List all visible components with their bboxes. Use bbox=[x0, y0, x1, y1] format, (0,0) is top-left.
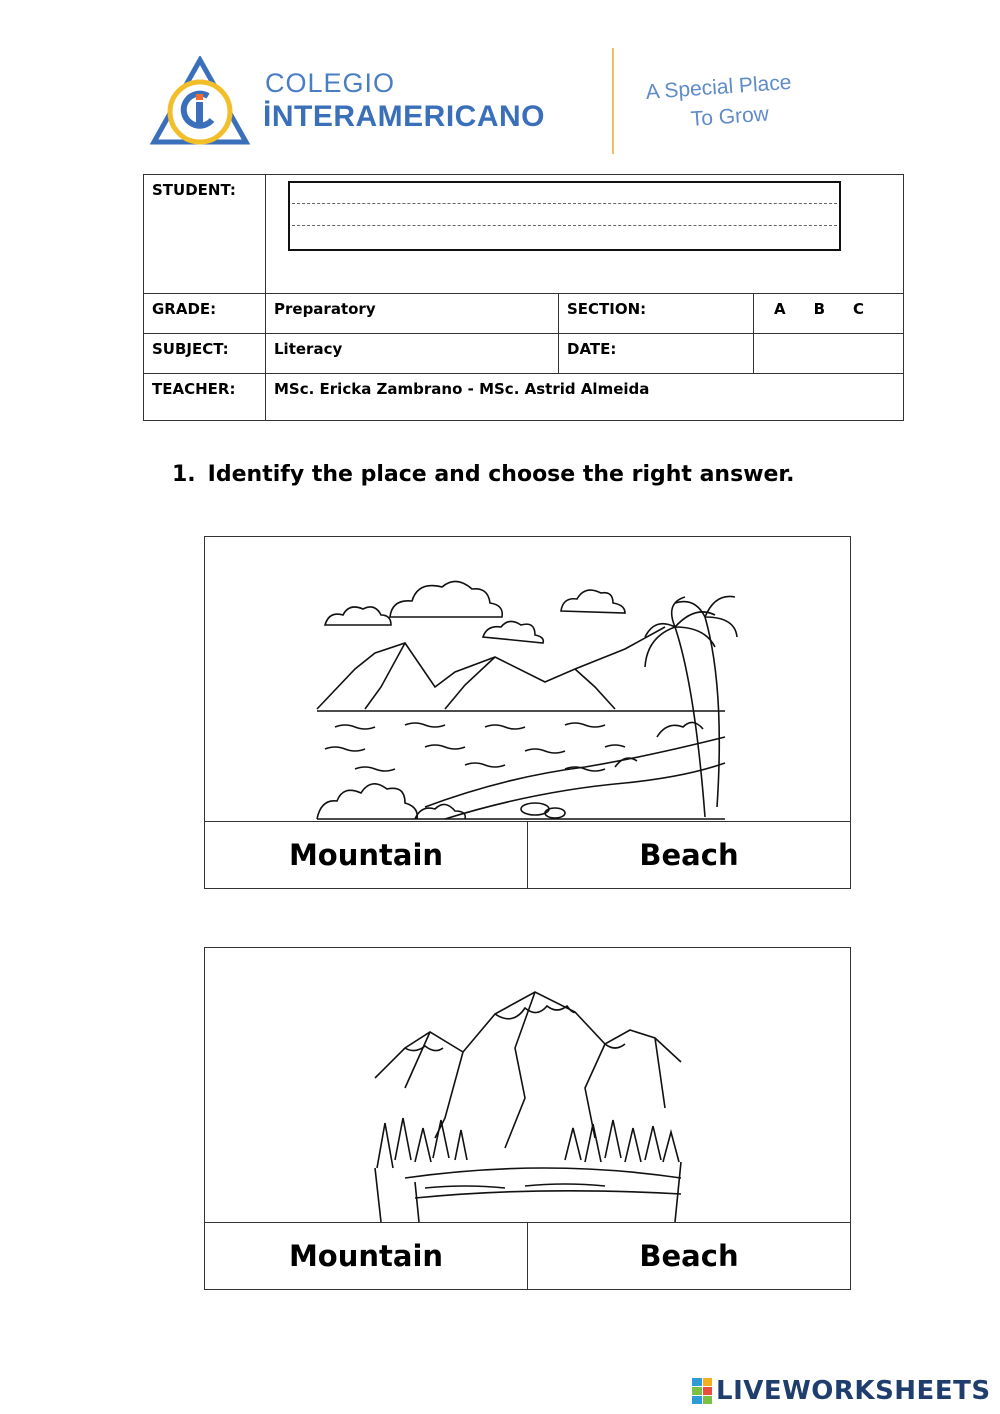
liveworksheets-text: LIVEWORKSHEETS bbox=[716, 1376, 991, 1406]
option-mountain-2[interactable]: Mountain bbox=[288, 1239, 444, 1273]
section-label: SECTION: bbox=[559, 294, 754, 334]
option-beach-1[interactable]: Beach bbox=[527, 822, 850, 888]
tagline-line1: A Special Place bbox=[645, 70, 793, 104]
grade-label: GRADE: bbox=[144, 294, 266, 334]
date-label: DATE: bbox=[559, 334, 754, 374]
answer-options-1 bbox=[205, 822, 850, 888]
mountain-coloring-picture bbox=[205, 948, 850, 1223]
section-option-c[interactable]: C bbox=[853, 300, 865, 318]
question-card-1 bbox=[204, 536, 851, 889]
option-beach-2[interactable]: Beach bbox=[527, 1223, 850, 1289]
student-name-input[interactable] bbox=[288, 181, 841, 251]
logo-divider bbox=[612, 48, 614, 154]
liveworksheets-mark-icon bbox=[692, 1378, 712, 1404]
section-options bbox=[754, 294, 904, 334]
teacher-label: TEACHER: bbox=[144, 374, 266, 421]
grade-value: Preparatory bbox=[266, 294, 559, 334]
option-mountain-1[interactable]: Mountain bbox=[288, 838, 444, 872]
student-info-table bbox=[143, 174, 904, 421]
section-option-a[interactable]: A bbox=[774, 300, 786, 318]
logo-text-colegio: COLEGIO bbox=[265, 68, 396, 98]
student-label: STUDENT: bbox=[144, 175, 266, 294]
teacher-value: MSc. Ericka Zambrano - MSc. Astrid Almeida bbox=[266, 374, 904, 421]
answer-options-2 bbox=[205, 1223, 850, 1289]
school-header bbox=[150, 48, 850, 158]
question-text: Identify the place and choose the right answer. bbox=[207, 462, 795, 487]
question-card-2 bbox=[204, 947, 851, 1290]
guide-line bbox=[292, 203, 837, 204]
question-heading bbox=[172, 462, 795, 487]
student-name-cell bbox=[266, 175, 904, 294]
subject-value: Literacy bbox=[266, 334, 559, 374]
question-number: 1. bbox=[172, 462, 196, 487]
date-field[interactable] bbox=[754, 334, 904, 374]
beach-coloring-picture bbox=[205, 537, 850, 822]
tagline-line2: To Grow bbox=[690, 102, 770, 131]
school-logo-icon bbox=[150, 56, 250, 148]
liveworksheets-logo bbox=[692, 1376, 991, 1406]
logo-text-interamericano: İNTERAMERICANO bbox=[263, 100, 545, 133]
subject-label: SUBJECT: bbox=[144, 334, 266, 374]
section-option-b[interactable]: B bbox=[813, 300, 826, 318]
guide-line bbox=[292, 225, 837, 226]
